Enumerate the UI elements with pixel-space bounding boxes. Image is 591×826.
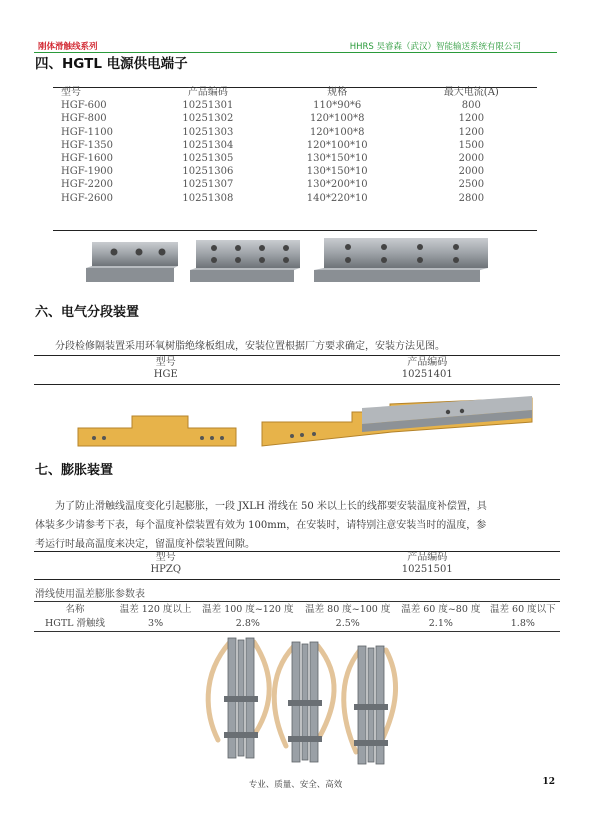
param-col-name: 名称 <box>65 604 85 615</box>
section7-paragraph <box>35 497 565 554</box>
table-row <box>55 99 535 112</box>
table3-bottom-rule <box>34 579 560 580</box>
cell-value: 2.8% <box>235 618 260 629</box>
col-current: 最大电流(A) <box>443 87 499 98</box>
footer-slogan: 专业、质量、安全、高效 <box>248 780 343 790</box>
cell-current: 1200 <box>458 113 485 125</box>
cell-code: 10251307 <box>182 179 234 191</box>
param-col-below-60: 温差 60 度以下 <box>490 604 556 615</box>
section7-title: 七、膨胀装置 <box>35 463 114 478</box>
cell-value: 3% <box>148 618 164 629</box>
cell-code: 10251303 <box>182 126 234 138</box>
cell-spec: 120*100*8 <box>309 113 365 125</box>
col-code: 产品编码 <box>187 87 228 98</box>
company-name: HHRS 昊睿森（武汉）智能输送系统有限公司 <box>349 42 521 52</box>
expansion-param-table <box>35 603 560 631</box>
segment-rail-assembly-image <box>262 392 534 450</box>
cell-code: 10251304 <box>182 139 234 151</box>
segment-device-table <box>35 357 558 381</box>
cell-model: HGF-2600 <box>61 192 114 204</box>
cell-spec: 130*200*10 <box>306 179 368 191</box>
cell-code: 10251308 <box>182 192 234 204</box>
table-header-row <box>35 357 558 369</box>
col-model: 型号 <box>155 552 176 563</box>
table2-top-rule <box>34 355 560 356</box>
paragraph-line: 体装多少请参考下表，每个温度补偿装置有效为 100mm，在安装时，请特别注意安装当时的温度，参 <box>35 520 487 531</box>
param-table-rule <box>34 601 560 602</box>
param-col-100-120: 温差 100 度~120 度 <box>202 604 294 615</box>
table1-bottom-rule <box>53 230 537 231</box>
cell-model: HGF-2200 <box>61 179 114 191</box>
cell-code: 10251401 <box>401 369 453 380</box>
table-row <box>55 112 535 125</box>
cell-name: HGTL 滑触线 <box>44 618 106 629</box>
col-code: 产品编码 <box>407 357 448 368</box>
cell-spec: 110*90*6 <box>313 100 362 112</box>
table-row <box>55 139 535 152</box>
param-table-bottom-rule <box>34 631 560 632</box>
cell-current: 1200 <box>458 126 485 138</box>
cell-spec: 140*220*10 <box>306 192 368 204</box>
param-col-60-80: 温差 60 度~80 度 <box>401 604 481 615</box>
cell-spec: 120*100*10 <box>306 139 368 151</box>
series-label: 刚体滑触线系列 <box>38 42 98 52</box>
section4-title: 四、HGTL 电源供电端子 <box>35 56 188 72</box>
terminal-bracket-image-2 <box>190 238 302 284</box>
section6-title: 六、电气分段装置 <box>35 305 140 320</box>
power-terminal-table <box>55 86 535 205</box>
cell-code: 10251306 <box>182 166 234 178</box>
cell-current: 1500 <box>458 139 485 151</box>
cell-current: 2000 <box>458 153 485 165</box>
cell-spec: 130*150*10 <box>306 153 368 165</box>
table-row <box>55 152 535 165</box>
table-header-row <box>35 603 560 617</box>
table-row <box>55 192 535 205</box>
paragraph-line: 为了防止滑触线温度变化引起膨胀，一段 JXLH 滑线在 50 米以上长的线都要安装温度补偿置，具 <box>55 501 487 512</box>
cell-current: 2000 <box>458 166 485 178</box>
cell-code: 10251301 <box>182 100 234 112</box>
table-row <box>55 178 535 191</box>
cell-model: HGF-1350 <box>61 139 114 151</box>
cell-model: HGF-1100 <box>61 126 114 138</box>
param-col-80-100: 温差 80 度~100 度 <box>305 604 391 615</box>
insulation-board-image <box>76 414 238 448</box>
cell-model: HGF-800 <box>61 113 107 125</box>
cell-code: 10251501 <box>401 564 453 575</box>
cell-value: 2.5% <box>335 618 360 629</box>
cell-current: 2500 <box>458 179 485 191</box>
table-row <box>35 617 560 631</box>
table-row <box>55 126 535 139</box>
col-spec: 规格 <box>327 87 348 98</box>
cell-value: 2.1% <box>428 618 453 629</box>
cell-model: HGF-1600 <box>61 153 114 165</box>
col-code: 产品编码 <box>407 552 448 563</box>
table2-bottom-rule <box>34 384 560 385</box>
cell-code: 10251302 <box>182 113 234 125</box>
page-number: 12 <box>542 777 555 787</box>
cell-spec: 130*150*10 <box>306 166 368 178</box>
terminal-bracket-image-1 <box>84 238 180 284</box>
param-col-120: 温差 120 度以上 <box>119 604 192 615</box>
expansion-joint-image <box>196 636 402 766</box>
cell-model: HGF-600 <box>61 100 107 112</box>
cell-model: HGF-1900 <box>61 166 114 178</box>
table-header-row <box>35 552 558 564</box>
param-table-title: 滑线使用温差膨胀参数表 <box>35 589 145 600</box>
terminal-bracket-image-3 <box>314 236 490 284</box>
expansion-device-table <box>35 552 558 576</box>
cell-spec: 120*100*8 <box>309 126 365 138</box>
section6-paragraph: 分段检修隔装置采用环氧树脂绝缘板组成，安装位置根据厂方要求确定，安装方法见图。 <box>55 341 445 352</box>
cell-model: HPZQ <box>150 564 182 575</box>
table-row <box>35 369 558 381</box>
col-model: 型号 <box>155 357 176 368</box>
paragraph-line: 考运行时最高温度来决定，留温度补偿装置间隙。 <box>35 539 255 550</box>
cell-code: 10251305 <box>182 153 234 165</box>
cell-model: HGE <box>153 369 178 380</box>
table-row <box>55 165 535 178</box>
col-model: 型号 <box>61 87 81 98</box>
cell-current: 2800 <box>458 192 485 204</box>
table-header-row <box>55 86 535 99</box>
cell-current: 800 <box>461 100 481 112</box>
cell-value: 1.8% <box>510 618 535 629</box>
table-row <box>35 564 558 576</box>
